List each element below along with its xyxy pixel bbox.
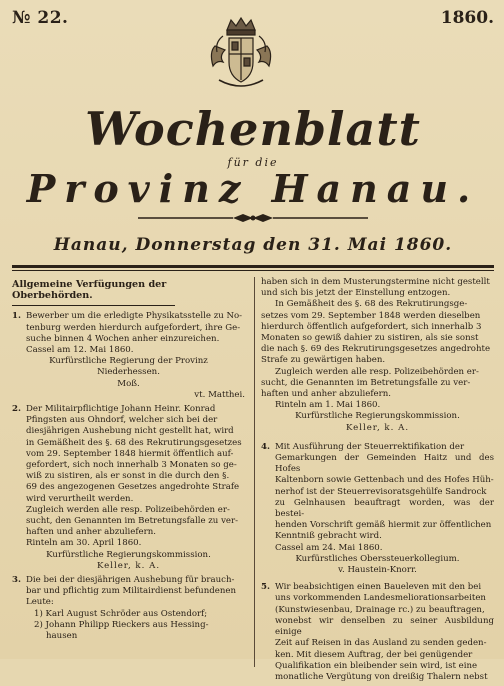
item-5-line: Zeit auf Reisen in das Ausland zu senden geden-	[275, 638, 487, 649]
item-2-line: sucht, den Genannten im Betretungsfalle zu ver-	[26, 516, 239, 527]
item-4-number: 4.	[261, 441, 270, 452]
item-1-authority: Niederhessen.	[97, 367, 160, 378]
item-3-continued	[261, 277, 494, 434]
item-1-authority: Kurfürstliche Regierung der Provinz	[49, 356, 208, 367]
item-3-cont-line: In Gemäßheit des §. 68 des Rekrutirungsge-	[275, 299, 468, 310]
item-3-cont-line: Strafe zu gewärtigen haben.	[261, 355, 386, 366]
item-4-line: nerhof ist der Steuerrevisoratsgehülfe Sandrock	[275, 486, 487, 497]
item-2-line: vom 29. September 1848 hiermit öffentlich auf-	[26, 448, 234, 459]
item-3-cont-line: und sich bis jetzt der Einstellung entzogen.	[261, 288, 451, 299]
item-3-cont-line: sucht, die Genannten im Betretungsfalle zu ver-	[261, 377, 471, 388]
item-1-date: Cassel am 12. Mai 1860.	[26, 345, 134, 356]
item-3-cont-line: haften und anher abzuliefern.	[261, 389, 391, 400]
item-1-number: 1.	[12, 311, 21, 322]
item-2-line: gefordert, sich noch innerhalb 3 Monaten so ge-	[26, 460, 237, 471]
item-1-line: tenburg werden hierdurch aufgefordert, ihre Ge-	[26, 322, 241, 333]
item-5-line: uns vorkommenden Landesmeliorationsarbeiten	[275, 593, 486, 604]
item-3-authority: Kurfürstliche Regierungskommission.	[295, 411, 460, 422]
coat-of-arms-icon	[205, 16, 277, 94]
item-1-line: suche binnen 4 Wochen anher einzureichen.	[26, 333, 220, 344]
header-rule-thick	[12, 265, 494, 268]
item-3-list-entry: 2) Johann Philipp Rieckers aus Hessing-	[34, 619, 209, 630]
item-4-line: Gemarkungen der Gemeinden Haitz und des Hofes	[275, 453, 494, 475]
item-5	[261, 582, 494, 683]
header-rule-thin	[12, 270, 494, 271]
item-4-line: zu Gelnhausen beauftragt worden, was der bestei-	[275, 497, 494, 520]
left-column	[12, 277, 245, 686]
item-2-line: in Gemäßheit des §. 68 des Rekrutirungsgesetzes	[26, 437, 242, 448]
issue-number: № 22.	[12, 8, 69, 28]
right-column	[261, 277, 494, 686]
item-3-signer: Keller, k. A.	[345, 422, 410, 433]
section-rule	[12, 305, 175, 306]
item-1	[12, 311, 245, 401]
masthead-province: Provinz Hanau.	[26, 166, 480, 211]
item-2-line: diesjährigen Aushebung nicht gestellt hat, wird	[26, 426, 234, 437]
item-3-line: Die bei der diesjährigen Aushebung für brauch-	[26, 575, 235, 586]
item-3-cont-line: Zugleich werden alle resp. Polizeibehörden er-	[275, 366, 479, 377]
item-2-line: Der Militairpflichtige Johann Heinr. Konrad	[26, 404, 216, 415]
item-2-number: 2.	[12, 404, 21, 415]
item-3-list-entry: 1) Karl August Schröder aus Ostendorf;	[34, 608, 208, 619]
item-3-list-entry: hausen	[46, 631, 78, 642]
item-2-line: wiß zu sistiren, als er sonst in die durch den §.	[26, 471, 230, 482]
item-3-date: Rinteln am 1. Mai 1860.	[275, 400, 381, 411]
item-3-number: 3.	[12, 575, 21, 586]
item-4-line: Mit Ausführung der Steuerrektifikation der	[275, 441, 465, 452]
dateline: Hanau, Donnerstag den 31. Mai 1860.	[53, 235, 453, 255]
section-title: Allgemeine Verfügungen der Oberbehörden.	[12, 279, 167, 302]
item-4-signer: v. Haustein-Knorr.	[338, 565, 417, 576]
item-3-line: bar und pflichtig zum Militairdienst befundenen	[26, 586, 236, 597]
item-2-authority: Kurfürstliche Regierungskommission.	[46, 549, 211, 560]
item-4-authority: Kurfürstliches Oberssteuerkollegium.	[295, 553, 460, 564]
masthead-title: Wochenblatt	[85, 102, 421, 156]
item-1-signer: Moß.	[117, 378, 140, 389]
ornament-divider	[138, 213, 368, 223]
item-3-cont-line: hierdurch öffentlich aufgefordert, sich innerhalb 3	[261, 321, 482, 332]
item-5-line: Qualifikation ein bleibender sein wird, ist eine	[275, 660, 478, 671]
issue-year: 1860.	[440, 8, 494, 28]
item-4-line: Kaltenborn sowie Gettenbach und des Hofes Hüh-	[275, 475, 494, 486]
item-2	[12, 404, 245, 572]
item-2-signer: Keller, k. A.	[96, 560, 161, 571]
item-3-cont-line: die nach §. 69 des Rekrutirungsgesetzes angedrohte	[261, 344, 491, 355]
item-5-line: Wir beabsichtigen einen Baueleven mit den bei	[275, 582, 482, 593]
item-4-line: Kenntniß gebracht wird.	[275, 531, 382, 542]
item-2-line: Zugleich werden alle resp. Polizeibehörden er-	[26, 504, 230, 515]
item-3-cont-line: haben sich in dem Musterungstermine nicht gestellt	[261, 277, 490, 287]
item-5-line: monatliche Vergütung von dreißig Thalern nebst	[275, 671, 488, 682]
item-3-line: Leute:	[26, 597, 54, 608]
item-3-cont-line: setzes vom 29. September 1848 werden dieselben	[261, 310, 481, 321]
item-4-line: henden Vorschrift gemäß hiermit zur öffentlichen	[275, 520, 492, 531]
item-3	[12, 575, 245, 642]
item-4-date: Cassel am 24. Mai 1860.	[275, 542, 383, 553]
item-2-line: 69 des angezogenen Gesetzes angedrohte Strafe	[26, 482, 240, 493]
content-columns	[12, 277, 494, 686]
item-5-line: (Kunstwiesenbau, Drainage rc.) zu beauftragen,	[275, 604, 485, 615]
item-5-number: 5.	[261, 582, 270, 593]
item-5-line: ken. Mit diesem Auftrag, der bei genügender	[275, 649, 473, 660]
item-2-line: haften und anher abzuliefern.	[26, 527, 156, 538]
item-5-line: wonebst wir denselben zu seiner Ausbildung einige	[275, 615, 494, 638]
masthead-fur-die: für die	[227, 156, 279, 169]
item-2-line: Pfingsten aus Ohndorf, welcher sich bei der	[26, 415, 218, 426]
item-1-line: Bewerber um die erledigte Physikatsstelle zu No-	[26, 311, 243, 322]
item-2-line: wird verurtheilt werden.	[26, 493, 134, 504]
column-divider	[254, 277, 255, 667]
item-1-countersign: vt. Matthei.	[194, 389, 245, 400]
item-2-date: Rinteln am 30. April 1860.	[26, 538, 142, 549]
item-4	[261, 442, 494, 576]
item-3-cont-line: Monaten so gewiß dahier zu sistiren, als sie sonst	[261, 333, 479, 344]
